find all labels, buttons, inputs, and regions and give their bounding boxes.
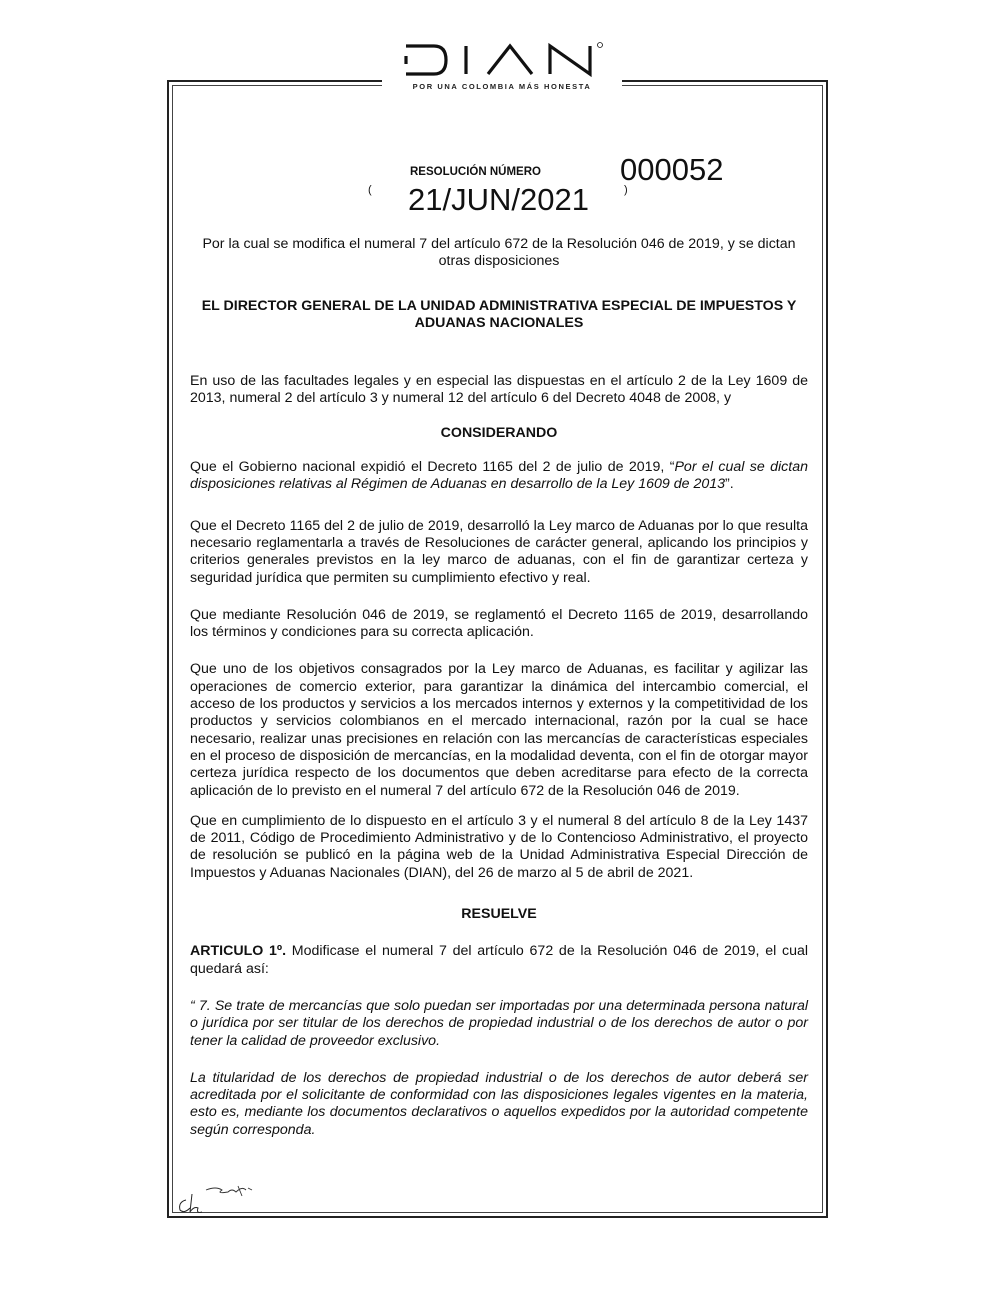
handwritten-initials [176,1184,266,1216]
article-1-quote-2: La titularidad de los derechos de propiedad industrial o de los derechos de autor deberá ser acreditada por el solicitante de conformidad con las disposiciones legales vigentes en la materia, esto es, mediante los documentos declarativos o aquellos expedidos por la autoridad competente según corresponda. [190,1069,808,1138]
considerando-paragraph-3: Que mediante Resolución 046 de 2019, se reglamentó el Decreto 1165 de 2019, desarrollando los términos y condiciones para su correcta aplicación. [190,606,808,641]
p1-text: Que el Gobierno nacional expidió el Decreto 1165 del 2 de julio de 2019, “ [190,459,675,476]
considerando-paragraph-2: Que el Decreto 1165 del 2 de julio de 2019, desarrolló la Ley marco de Aduanas por lo que resulta necesario reglamentarla a través de Resoluciones de carácter general, aplicando los principios y criterios generales previstos en la ley marco de aduanas, con el fin de garantizar certeza y seguridad jurídica que permiten su cumplimiento efectivo y real. [190,517,808,586]
dian-logo-mark [400,40,604,80]
document-body [190,236,808,1139]
considerando-paragraph-4: Que uno de los objetivos consagrados por la Ley marco de Aduanas, es facilitar y agilizar las operaciones de comercio exterior, para garantizar la dinámica del intercambio comercial, el acceso de los productos y servicios a los mercados internos y externos y la competitividad de los productos y servicios colombianos en el mercado internacional, razón por la cual se hace necesario, realizar unas precisiones en relación con las mercancías de características especiales en el proceso de disposición de mercancías, en la modalidad deventa, con el fin de otorgar mayor certeza jurídica respecto de los documentos que deben acreditarse para efecto de la correcta aplicación de lo previsto en el numeral 7 del artículo 672 de la Resolución 046 de 2019. [190,661,808,799]
considerando-paragraph-5: Que en cumplimiento de lo dispuesto en el artículo 3 y el numeral 8 del artículo 8 de la Ley 1437 de 2011, Código de Procedimiento Administrativo y de lo Contencioso Administrativo, el proyecto de resolución se publicó en la página web de la Unidad Administrativa Especial Dirección de Impuestos y Aduanas Nacionales (DIAN), del 26 de marzo al 5 de abril de 2021. [190,812,808,881]
article-1-text: Modificase el numeral 7 del artículo 672 de la Resolución 046 de 2019, el cual quedará así: [190,943,809,977]
resolution-subtitle: Por la cual se modifica el numeral 7 del artículo 672 de la Resolución 046 de 2019, y se dictan otras disposiciones [202,236,796,270]
resuelve-heading: RESUELVE [461,906,537,923]
powers-paragraph: En uso de las facultades legales y en especial las dispuestas en el artículo 2 de la Ley 1609 de 2013, numeral 2 del artículo 3 y numeral 12 del artículo 6 del Decreto 4048 de 2008, y [190,373,808,407]
issuer-heading: EL DIRECTOR GENERAL DE LA UNIDAD ADMINISTRATIVA ESPECIAL DE IMPUESTOS Y ADUANAS NACIONALES [201,297,797,331]
considerando-paragraph-1 [190,459,808,494]
date-paren-open: ( [368,184,372,196]
article-1-label: ARTICULO 1º. [190,943,287,960]
resolution-date: 21/JUN/2021 [408,182,589,217]
date-paren-close: ) [624,184,628,196]
resolution-number: 000052 [620,152,724,187]
article-1-quote-1: “ 7. Se trate de mercancías que solo puedan ser importadas por una determinada persona natural o jurídica por ser titular de los derechos de propiedad industrial o de los derechos de autor o por tener la calidad de proveedor exclusivo. [190,997,808,1049]
resolution-label: RESOLUCIÓN NÚMERO [410,166,541,178]
p1-end: ”. [725,476,734,493]
dian-logo [382,40,622,104]
logo-tagline: POR UNA COLOMBIA MÁS HONESTA [412,82,592,91]
decree-title: Por el cual se dictan disposiciones relativas al Régimen de Aduanas en desarrollo de la Ley 1609 de 2013 [190,459,808,493]
article-1-paragraph [190,943,808,978]
considerando-heading: CONSIDERANDO [440,424,558,441]
